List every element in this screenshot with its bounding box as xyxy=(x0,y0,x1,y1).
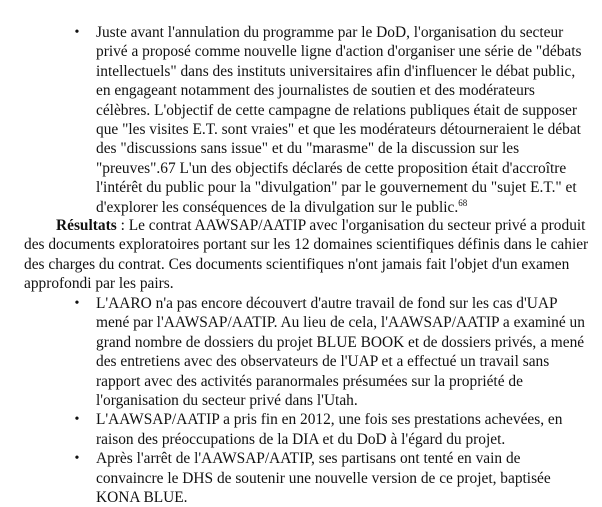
results-text: Le contrat AAWSAP/AATIP avec l'organisation du secteur privé a produit des documents exploratoires portant sur les 12 domaines scientifiques définis dans le cahier des charges du contrat. Ces documents scientifiques n'ont jamais fait l'objet d'un examen approfondi par les pairs. xyxy=(24,217,589,293)
bullet-icon: • xyxy=(74,296,80,311)
list-item-text: Juste avant l'annulation du programme par le DoD, l'organisation du secteur privé a proposé comme nouvelle ligne d'action d'organiser une série de "débats intellectuels" dans des instituts universitaires afin d'influencer le débat public, en engageant notamment des journalistes de soutien et des modérateurs célèbres. L'objectif de cette campagne de relations publiques était de supposer que "les visites E.T. sont vraies" et que les modérateurs détourneraient le débat des "discussions sans issue" et du "marasme" de la discussion sur les "preuves".67 L'un des objectifs déclarés de cette proposition était d'accroître l'intérêt du public pour la "divulgation" par le gouvernement du "sujet E.T." et d'explorer les conséquences de la divulgation sur le public. xyxy=(96,24,582,216)
list-item xyxy=(0,294,602,410)
list-item-text: L'AARO n'a pas encore découvert d'autre travail de fond sur les cas d'UAP mené par l'AAWSAP/AATIP. Au lieu de cela, l'AAWSAP/AATIP a examiné un grand nombre de dossiers du projet BLUE BOOK et de dossiers privés, a mené des entretiens avec des observateurs de l'UAP et a effectué un travail sans rapport avec des activités paranormales présumées sur la propriété de l'organisation du secteur privé dans l'Utah. xyxy=(96,295,585,410)
bullet-list-bottom xyxy=(0,294,602,507)
list-item-text: L'AAWSAP/AATIP a pris fin en 2012, une fois ses prestations achevées, en raison des préoccupations de la DIA et du DoD à l'égard du projet. xyxy=(96,411,563,448)
bullet-icon: • xyxy=(74,412,80,428)
list-item xyxy=(0,23,602,217)
results-paragraph xyxy=(24,216,590,294)
bullet-list-top xyxy=(0,23,602,217)
list-item-text: Après l'arrêt de l'AAWSAP/AATIP, ses partisans ont tenté en vain de convaincre le DHS de soutenir une nouvelle version de ce projet, baptisée KONA BLUE. xyxy=(96,450,551,507)
bullet-icon: • xyxy=(74,25,80,40)
list-item xyxy=(0,410,602,449)
results-label: Résultats xyxy=(56,217,117,234)
results-separator: : xyxy=(116,217,129,234)
bullet-icon: • xyxy=(74,451,80,467)
list-item xyxy=(0,449,602,507)
footnote-marker: 68 xyxy=(458,197,468,208)
